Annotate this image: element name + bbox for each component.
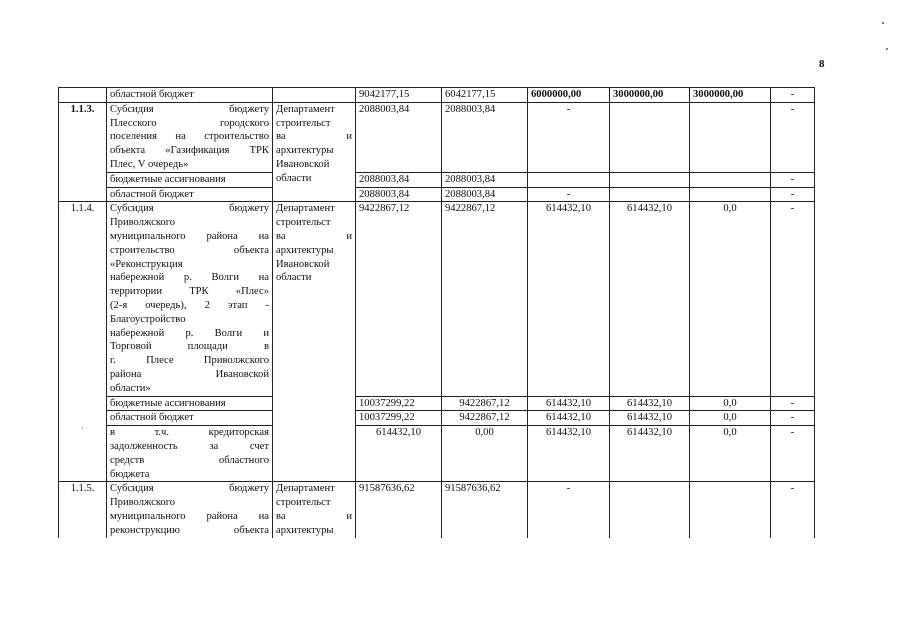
value-cell [610,172,690,187]
department-cell: Департамент строительст ва и архитектуры Ивановской области [273,202,356,482]
value-cell: 91587636,62 [356,482,442,538]
value-cell [610,102,690,172]
dept-cell [273,88,356,103]
value-cell: 614432,10 [356,426,442,482]
value-cell: 9422867,12 [442,411,528,426]
value-cell: 6000000,00 [528,88,610,103]
value-cell: 0,0 [690,426,771,482]
value-cell: - [528,187,610,202]
row-label: областной бюджет [107,411,273,426]
value-cell [610,187,690,202]
row-label: бюджетные ассигнования [107,396,273,411]
item-description: Субсидия бюджету Приволжского муниципального района на строительство объекта «Реконструкция набережной р. Волги на территории ТРК «Плес» (2-я очередь), 2 этап - Благоустройство набережной р. Волги и Торговой площади в г. Плесе Приволжского района Ивановской области» [107,202,273,396]
value-cell: - [528,102,610,172]
value-cell: - [771,426,815,482]
value-cell: 9042177,15 [356,88,442,103]
table-row [59,411,815,426]
value-cell: 614432,10 [528,426,610,482]
value-cell: 0,0 [690,411,771,426]
row-label: бюджетные ассигнования [107,172,273,187]
value-cell: 614432,10 [528,202,610,396]
value-cell: - [771,102,815,172]
value-cell: 2088003,84 [356,187,442,202]
value-cell: - [771,172,815,187]
item-description: Субсидия бюджету Приволжского муниципального района на реконструкцию объекта [107,482,273,538]
scan-speck [882,22,884,24]
value-cell: 9422867,12 [442,202,528,396]
value-cell: 0,0 [690,202,771,396]
table-row [59,426,815,482]
scan-speck [886,48,888,50]
value-cell [690,102,771,172]
value-cell: 614432,10 [610,396,690,411]
value-cell: 0,00 [442,426,528,482]
value-cell: 2088003,84 [356,102,442,172]
value-cell: 2088003,84 [442,187,528,202]
table-row [59,88,815,103]
value-cell: 2088003,84 [356,172,442,187]
value-cell: 9422867,12 [442,396,528,411]
value-cell: 614432,10 [610,202,690,396]
item-description: Субсидия бюджету Плесского городского поселения на строительство объекта «Газификация ТРК Плес, V очередь» [107,102,273,172]
table-row [59,172,815,187]
value-cell [690,172,771,187]
budget-table [58,87,815,538]
table-row [59,202,815,396]
value-cell: - [771,411,815,426]
value-cell: - [771,482,815,538]
value-cell [690,482,771,538]
value-cell: 10037299,22 [356,411,442,426]
value-cell: 2088003,84 [442,102,528,172]
row-label: областной бюджет [107,88,273,103]
value-cell: 2088003,84 [442,172,528,187]
value-cell: 9422867,12 [356,202,442,396]
page-number: 8 [819,58,825,70]
code-cell [59,88,107,103]
value-cell: 614432,10 [610,411,690,426]
value-cell: - [771,187,815,202]
value-cell: 0,0 [690,396,771,411]
value-cell: 614432,10 [610,426,690,482]
value-cell: - [528,482,610,538]
table-row [59,396,815,411]
value-cell: 3000000,00 [610,88,690,103]
table-row [59,102,815,172]
row-label: областной бюджет [107,187,273,202]
table-row [59,187,815,202]
value-cell [528,172,610,187]
value-cell: 10037299,22 [356,396,442,411]
value-cell: - [771,202,815,396]
value-cell: - [771,396,815,411]
table-row [59,482,815,538]
value-cell: 3000000,00 [690,88,771,103]
value-cell: 614432,10 [528,411,610,426]
row-label: в т.ч. кредиторская задолженность за счет средств областного бюджета [107,426,273,482]
value-cell: 6042177,15 [442,88,528,103]
value-cell [690,187,771,202]
value-cell [610,482,690,538]
item-code: 1.1.3. [59,102,107,202]
item-code: 1.1.5. [59,482,107,538]
department-cell: Департамент строительст ва и архитектуры [273,482,356,538]
value-cell: 614432,10 [528,396,610,411]
value-cell: - [771,88,815,103]
value-cell: 91587636,62 [442,482,528,538]
item-code: 1.1.4. [59,202,107,482]
department-cell: Департамент строительст ва и архитектуры Ивановской области [273,102,356,202]
